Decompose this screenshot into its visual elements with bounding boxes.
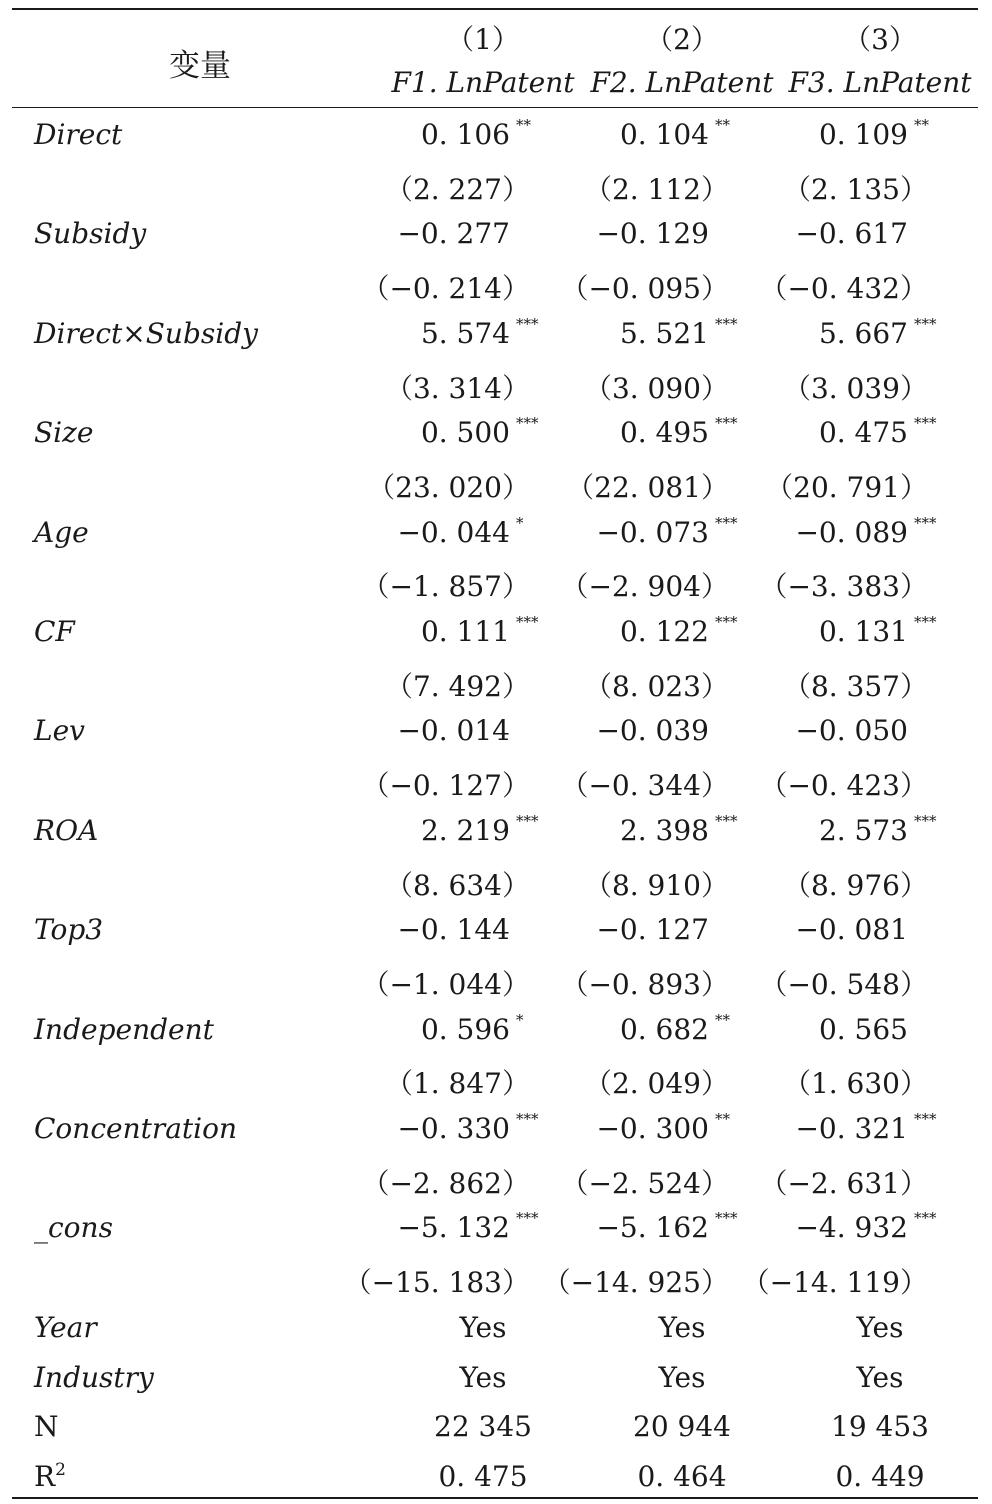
t-statistic-value: （−0. 423）	[759, 769, 928, 803]
significance-stars: ***	[516, 613, 539, 631]
t-statistic-row	[0, 458, 992, 508]
significance-stars: ***	[516, 1110, 539, 1128]
coefficient-value: 0. 104	[619, 118, 709, 151]
t-statistic-value: （−0. 893）	[560, 967, 729, 1001]
control-indicator: Yes	[856, 1360, 904, 1394]
coefficient-value: −4. 932	[795, 1211, 908, 1245]
table-bottom-rule	[12, 1497, 978, 1499]
control-indicator: Yes	[459, 1310, 507, 1344]
coefficient-value: 0. 475	[818, 416, 908, 450]
coefficient-row	[0, 1005, 992, 1055]
column-1-number: （1）	[446, 23, 520, 56]
column-1-name: F1. LnPatent	[391, 66, 575, 99]
t-statistic-row	[0, 657, 992, 707]
coefficient-value: −0. 330	[397, 1112, 510, 1145]
significance-stars: ***	[914, 513, 937, 532]
r-squared-row	[0, 1452, 992, 1502]
significance-stars: **	[914, 116, 929, 134]
t-statistic-value: （−0. 432）	[759, 272, 928, 306]
coefficient-row	[0, 806, 992, 856]
t-statistic-value: （−14. 119）	[741, 1266, 928, 1300]
t-statistic-value: （2. 049）	[583, 1067, 729, 1101]
observations-value: 20 944	[633, 1410, 731, 1444]
column-3-number: （3）	[843, 23, 917, 56]
coefficient-value: −0. 277	[397, 217, 510, 251]
t-statistic-value: （−2. 904）	[560, 570, 729, 604]
variable-name: _cons	[34, 1211, 113, 1245]
coefficient-value: 2. 573	[818, 813, 908, 847]
observations-value: 19 453	[831, 1410, 929, 1444]
control-row	[0, 1353, 992, 1403]
r-squared-label	[34, 1460, 66, 1493]
significance-stars: ***	[715, 811, 738, 830]
coefficient-value: −0. 073	[596, 515, 709, 549]
coefficient-value: −0. 081	[795, 913, 908, 947]
significance-stars: ***	[914, 1110, 937, 1128]
coefficient-value: 0. 131	[818, 615, 908, 648]
coefficient-value: 2. 398	[619, 813, 709, 847]
coefficient-value: 0. 106	[420, 118, 510, 151]
coefficient-value: −0. 039	[596, 714, 709, 748]
t-statistic-value: （−0. 095）	[560, 272, 729, 306]
control-indicator: Yes	[459, 1360, 507, 1394]
r-squared-exponent: 2	[55, 1459, 66, 1480]
coefficient-value: −0. 127	[596, 913, 709, 947]
coefficient-row	[0, 309, 992, 359]
variable-name: Size	[34, 416, 94, 450]
coefficient-row	[0, 1104, 992, 1154]
t-statistic-value: （2. 227）	[384, 172, 530, 206]
t-statistic-value: （20. 791）	[765, 470, 928, 504]
coefficient-row	[0, 1203, 992, 1253]
variable-name: Subsidy	[34, 217, 147, 251]
coefficient-value: 0. 111	[420, 615, 510, 648]
table-top-rule	[12, 8, 978, 10]
observations-row	[0, 1402, 992, 1452]
t-statistic-value: （−14. 925）	[542, 1266, 729, 1300]
r-squared-value: 0. 475	[438, 1459, 528, 1493]
t-statistic-value: （23. 020）	[367, 470, 530, 504]
coefficient-value: −0. 089	[795, 515, 908, 549]
significance-stars: *	[516, 1010, 524, 1029]
coefficient-value: 5. 521	[619, 316, 709, 350]
t-statistic-value: （1. 630）	[782, 1067, 928, 1101]
coefficient-value: −0. 144	[397, 913, 510, 947]
t-statistic-value: （2. 112）	[583, 172, 729, 206]
coefficient-value: −0. 044	[397, 515, 510, 549]
t-statistic-value: （8. 023）	[583, 669, 729, 703]
significance-stars: ***	[715, 414, 738, 433]
variable-name: Concentration	[34, 1112, 238, 1145]
coefficient-row	[0, 408, 992, 458]
r-squared-base: R	[34, 1459, 56, 1493]
significance-stars: **	[516, 116, 531, 134]
t-statistic-value: （−1. 044）	[361, 967, 530, 1001]
control-indicator: Yes	[658, 1310, 706, 1344]
significance-stars: *	[516, 513, 524, 532]
column-3-name: F3. LnPatent	[788, 66, 972, 99]
coefficient-value: −0. 129	[596, 217, 709, 251]
t-statistic-value: （2. 135）	[782, 172, 928, 206]
t-statistic-value: （−2. 862）	[361, 1166, 530, 1200]
significance-stars: **	[715, 1110, 730, 1128]
control-variable-name: Year	[34, 1310, 97, 1344]
t-statistic-value: （7. 492）	[384, 669, 530, 703]
coefficient-value: −0. 050	[795, 714, 908, 748]
t-statistic-value: （8. 976）	[782, 868, 928, 902]
variable-name: Direct	[34, 118, 123, 151]
t-statistic-value: （−2. 524）	[560, 1166, 729, 1200]
significance-stars: ***	[516, 811, 539, 830]
t-statistic-value: （−1. 857）	[361, 570, 530, 604]
r-squared-value: 0. 464	[637, 1459, 727, 1493]
variable-column-header: 变量	[169, 48, 231, 84]
coefficient-row	[0, 508, 992, 558]
coefficient-value: 5. 574	[420, 316, 510, 350]
t-statistic-value: （3. 039）	[782, 371, 928, 405]
significance-stars: ***	[715, 314, 738, 333]
t-statistic-value: （3. 090）	[583, 371, 729, 405]
control-row	[0, 1303, 992, 1353]
variable-name: ROA	[34, 813, 99, 847]
coefficient-value: 0. 109	[818, 118, 908, 151]
significance-stars: ***	[914, 613, 937, 631]
significance-stars: ***	[516, 414, 539, 433]
t-statistic-row	[0, 259, 992, 309]
observations-label: N	[34, 1410, 59, 1444]
t-statistic-value: （−3. 383）	[759, 570, 928, 604]
t-statistic-row	[0, 955, 992, 1005]
t-statistic-row	[0, 1253, 992, 1303]
t-statistic-row	[0, 160, 992, 210]
coefficient-value: 0. 495	[619, 416, 709, 450]
t-statistic-value: （−0. 214）	[361, 272, 530, 306]
t-statistic-value: （−0. 127）	[361, 769, 530, 803]
t-statistic-row	[0, 557, 992, 607]
coefficient-value: 2. 219	[420, 813, 510, 847]
variable-name: Independent	[34, 1012, 214, 1046]
coefficient-row	[0, 706, 992, 756]
coefficient-value: 0. 682	[619, 1012, 709, 1046]
significance-stars: ***	[914, 414, 937, 433]
t-statistic-value: （−2. 631）	[759, 1166, 928, 1200]
significance-stars: ***	[715, 513, 738, 532]
observations-value: 22 345	[434, 1410, 532, 1444]
t-statistic-value: （8. 357）	[782, 669, 928, 703]
t-statistic-value: （−0. 548）	[759, 967, 928, 1001]
significance-stars: **	[715, 1010, 730, 1029]
coefficient-value: −5. 162	[596, 1211, 709, 1245]
variable-name: Age	[34, 515, 89, 549]
coefficient-value: 5. 667	[818, 316, 908, 350]
significance-stars: ***	[914, 811, 937, 830]
t-statistic-value: （1. 847）	[384, 1067, 530, 1101]
t-statistic-row	[0, 856, 992, 906]
t-statistic-row	[0, 1054, 992, 1104]
significance-stars: ***	[914, 1209, 937, 1228]
header-rule	[12, 107, 978, 108]
t-statistic-value: （−0. 344）	[560, 769, 729, 803]
coefficient-row	[0, 209, 992, 259]
t-statistic-row	[0, 1154, 992, 1204]
variable-name: Direct×Subsidy	[34, 316, 258, 350]
coefficient-row	[0, 110, 992, 160]
column-2-name: F2. LnPatent	[590, 66, 774, 99]
variable-name: Lev	[34, 714, 85, 748]
significance-stars: **	[715, 116, 730, 134]
t-statistic-value: （8. 634）	[384, 868, 530, 902]
t-statistic-row	[0, 359, 992, 409]
coefficient-value: −5. 132	[397, 1211, 510, 1245]
variable-name: Top3	[34, 913, 104, 947]
significance-stars: ***	[914, 314, 937, 333]
t-statistic-value: （−15. 183）	[343, 1266, 530, 1300]
r-squared-value: 0. 449	[835, 1459, 925, 1493]
coefficient-value: 0. 596	[420, 1012, 510, 1046]
variable-name: CF	[34, 615, 75, 648]
control-indicator: Yes	[658, 1360, 706, 1394]
coefficient-value: 0. 500	[420, 416, 510, 450]
significance-stars: ***	[715, 613, 738, 631]
coefficient-value: −0. 014	[397, 714, 510, 748]
t-statistic-value: （3. 314）	[384, 371, 530, 405]
control-variable-name: Industry	[34, 1360, 154, 1394]
coefficient-row	[0, 607, 992, 657]
coefficient-value: 0. 122	[619, 615, 709, 648]
significance-stars: ***	[715, 1209, 738, 1228]
coefficient-value: −0. 300	[596, 1112, 709, 1145]
t-statistic-value: （22. 081）	[566, 470, 729, 504]
control-indicator: Yes	[856, 1310, 904, 1344]
coefficient-value: −0. 617	[795, 217, 908, 251]
t-statistic-value: （8. 910）	[583, 868, 729, 902]
coefficient-value: −0. 321	[795, 1112, 908, 1145]
significance-stars: ***	[516, 314, 539, 333]
t-statistic-row	[0, 756, 992, 806]
column-2-number: （2）	[645, 23, 719, 56]
significance-stars: ***	[516, 1209, 539, 1228]
coefficient-value: 0. 565	[818, 1012, 908, 1046]
coefficient-row	[0, 905, 992, 955]
